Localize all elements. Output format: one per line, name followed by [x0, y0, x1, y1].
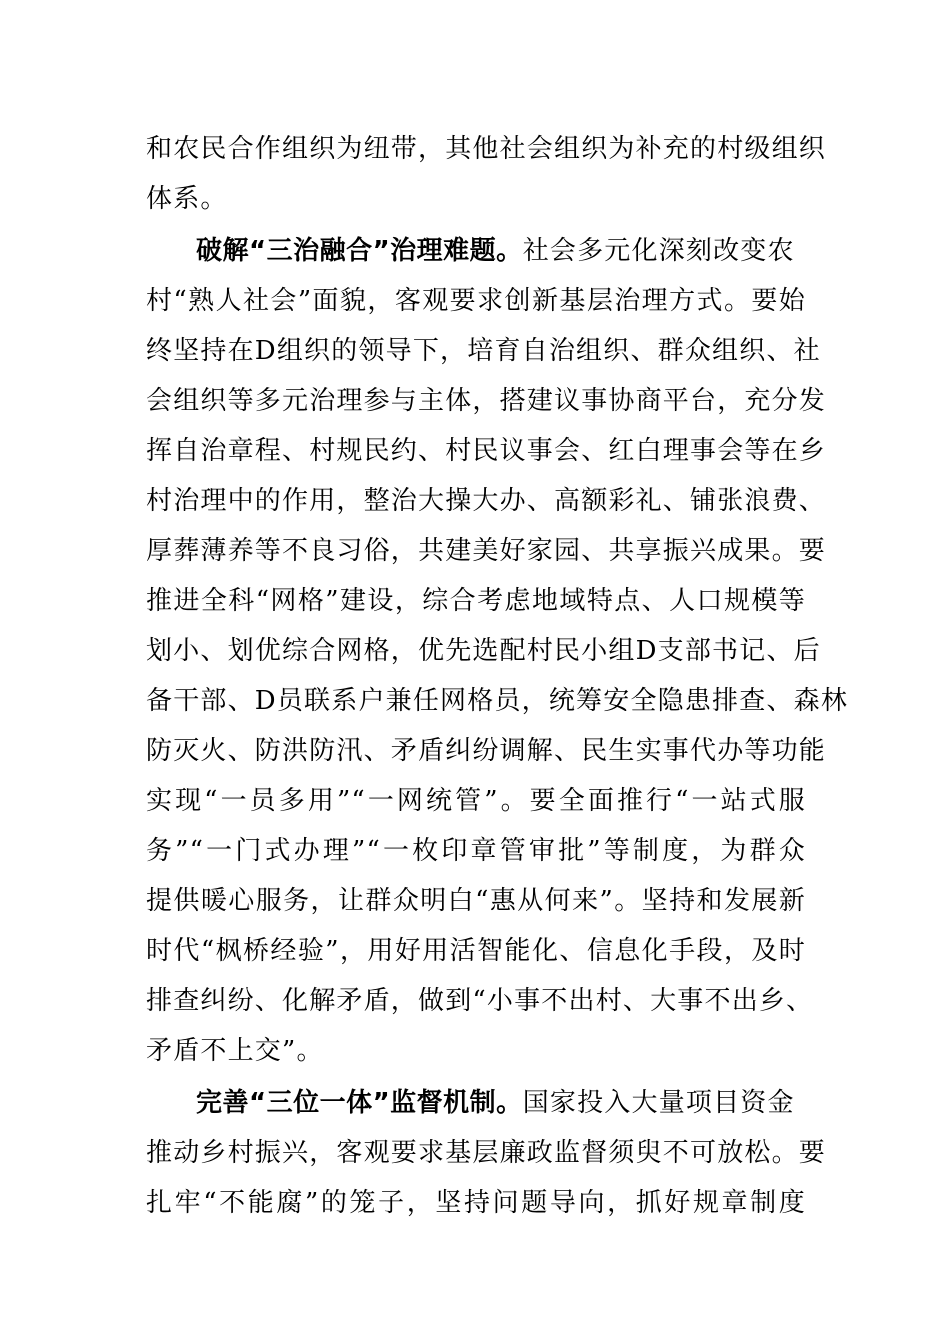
body-text-line: 终坚持在D组织的领导下，培育自治组织、群众组织、社 — [146, 336, 821, 366]
body-text-line: 挥自治章程、村规民约、村民议事会、红白理事会等在乡 — [146, 436, 827, 466]
body-text-line: 实现“一员多用”“一网统管”。要全面推行“一站式服 — [146, 786, 806, 816]
body-text-line: 矛盾不上交”。 — [146, 1036, 324, 1066]
body-text-line: 排查纠纷、化解矛盾，做到“小事不出村、大事不出乡、 — [146, 986, 814, 1016]
body-text-line: 村治理中的作用，整治大操大办、高额彩礼、铺张浪费、 — [146, 486, 827, 516]
body-text: 社会多元化深刻改变农 — [522, 236, 795, 266]
body-text-line: 推动乡村振兴，客观要求基层廉政监督须臾不可放松。要 — [146, 1138, 827, 1168]
body-text-line: 备干部、D员联系户兼任网格员，统筹安全隐患排查、森林 — [146, 686, 849, 716]
paragraph-first-line — [196, 1078, 806, 1128]
body-text-line: 划小、划优综合网格，优先选配村民小组D支部书记、后 — [146, 636, 821, 666]
section-heading: 完善“三位一体”监督机制。 — [196, 1088, 523, 1118]
body-text-line: 体系。 — [146, 184, 228, 214]
paragraph-first-line — [196, 226, 806, 276]
body-text-line: 提供暖心服务，让群众明白“惠从何来”。坚持和发展新 — [146, 886, 806, 916]
body-text-line: 会组织等多元治理参与主体，搭建议事协商平台，充分发 — [146, 386, 827, 416]
body-text-line: 村“熟人社会”面貌，客观要求创新基层治理方式。要始 — [146, 286, 806, 316]
body-text: 国家投入大量项目资金 — [522, 1088, 795, 1118]
body-text-line: 防灭火、防洪防汛、矛盾纠纷调解、民生实事代办等功能 — [146, 736, 827, 766]
body-text-line: 务”“一门式办理”“一枚印章管审批”等制度，为群众 — [146, 836, 806, 866]
body-text-line: 和农民合作组织为纽带，其他社会组织为补充的村级组织 — [146, 134, 827, 164]
section-heading: 破解“三治融合”治理难题。 — [196, 236, 523, 266]
body-text-line: 推进全科“网格”建设，综合考虑地域特点、人口规模等 — [146, 586, 806, 616]
body-text-line: 扎牢“不能腐”的笼子，坚持问题导向，抓好规章制度 — [146, 1188, 806, 1218]
body-text-line: 时代“枫桥经验”，用好用活智能化、信息化手段，及时 — [146, 936, 806, 966]
body-text-line: 厚葬薄养等不良习俗，共建美好家园、共享振兴成果。要 — [146, 536, 827, 566]
